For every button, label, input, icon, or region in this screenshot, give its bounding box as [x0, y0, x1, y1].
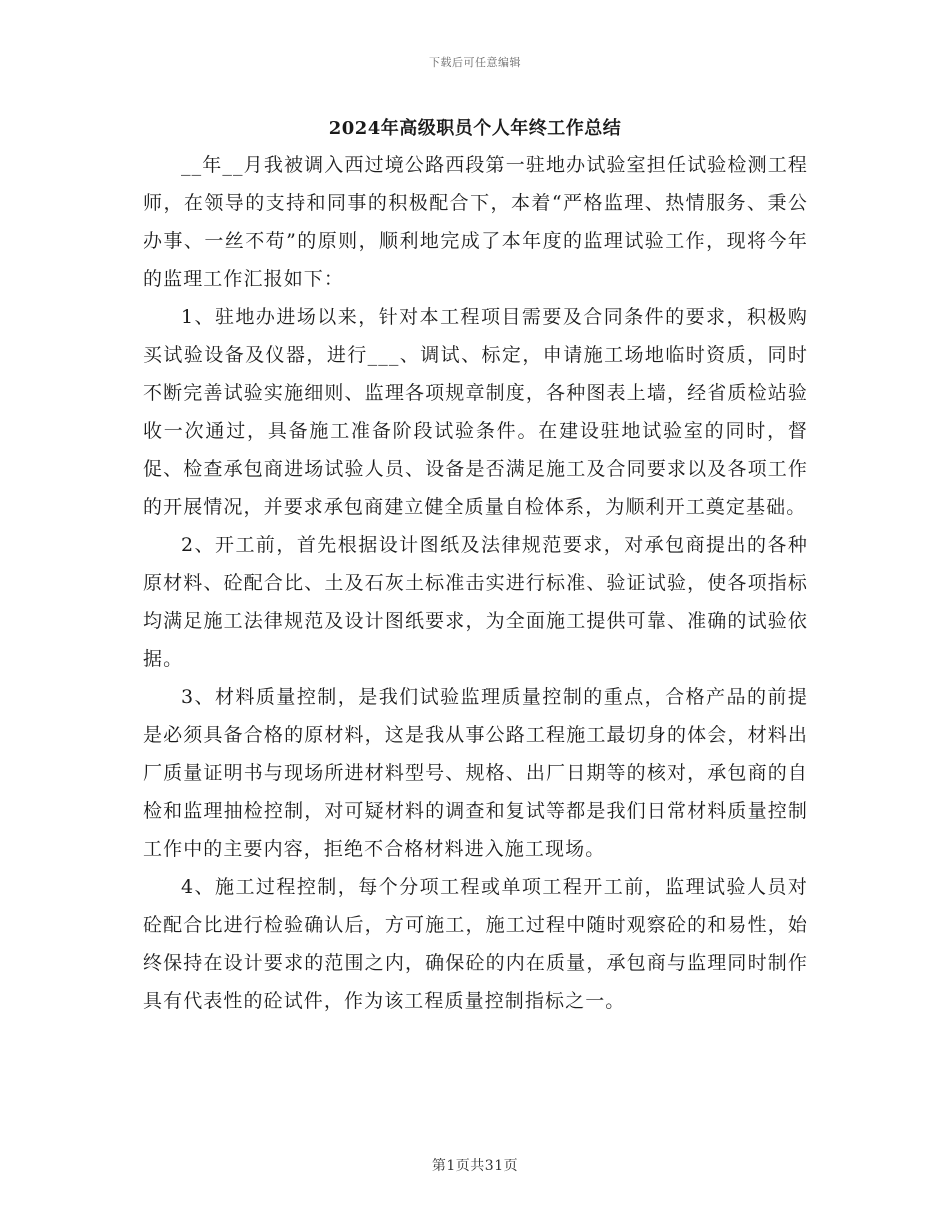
paragraph-item-2: 2、开工前，首先根据设计图纸及法律规范要求，对承包商提出的各种原材料、砼配合比、土及石灰土标准击实进行标准、验证试验，使各项指标均满足施工法律规范及设计图纸要求，为全面施工提供可靠、准确的试验依据。	[143, 534, 808, 670]
paragraph-item-3: 3、材料质量控制，是我们试验监理质量控制的重点，合格产品的前提是必须具备合格的原材料，这是我从事公路工程施工最切身的体会，材料出厂质量证明书与现场所进材料型号、规格、出厂日期等的核对，承包商的自检和监理抽检控制，对可疑材料的调查和复试等都是我们日常材料质量控制工作中的主要内容，拒绝不合格材料进入施工现场。	[143, 686, 808, 860]
paragraph-item-4: 4、施工过程控制，每个分项工程或单项工程开工前，监理试验人员对砼配合比进行检验确认后，方可施工，施工过程中随时观察砼的和易性，始终保持在设计要求的范围之内，确保砼的内在质量，承包商与监理同时制作具有代表性的砼试件，作为该工程质量控制指标之一。	[143, 876, 808, 1012]
page-header-note: 下载后可任意编辑	[429, 56, 521, 69]
document-title: 2024年高级职员个人年终工作总结	[328, 118, 622, 139]
document-body	[143, 146, 808, 1020]
page-number: 第1页共31页	[431, 1158, 519, 1174]
paragraph-item-1: 1、驻地办进场以来，针对本工程项目需要及合同条件的要求，积极购买试验设备及仪器，进行___、调试、标定，申请施工场地临时资质，同时不断完善试验实施细则、监理各项规章制度，各种图表上墙，经省质检站验收一次通过，具备施工准备阶段试验条件。在建设驻地试验室的同时，督促、检查承包商进场试验人员、设备是否满足施工及合同要求以及各项工作的开展情况，并要求承包商建立健全质量自检体系，为顺利开工奠定基础。	[143, 306, 808, 518]
paragraph-intro: __年__月我被调入西过境公路西段第一驻地办试验室担任试验检测工程师，在领导的支持和同事的积极配合下，本着“严格监理、热情服务、秉公办事、一丝不苟”的原则，顺利地完成了本年度的监理试验工作，现将今年的监理工作汇报如下：	[143, 154, 808, 290]
